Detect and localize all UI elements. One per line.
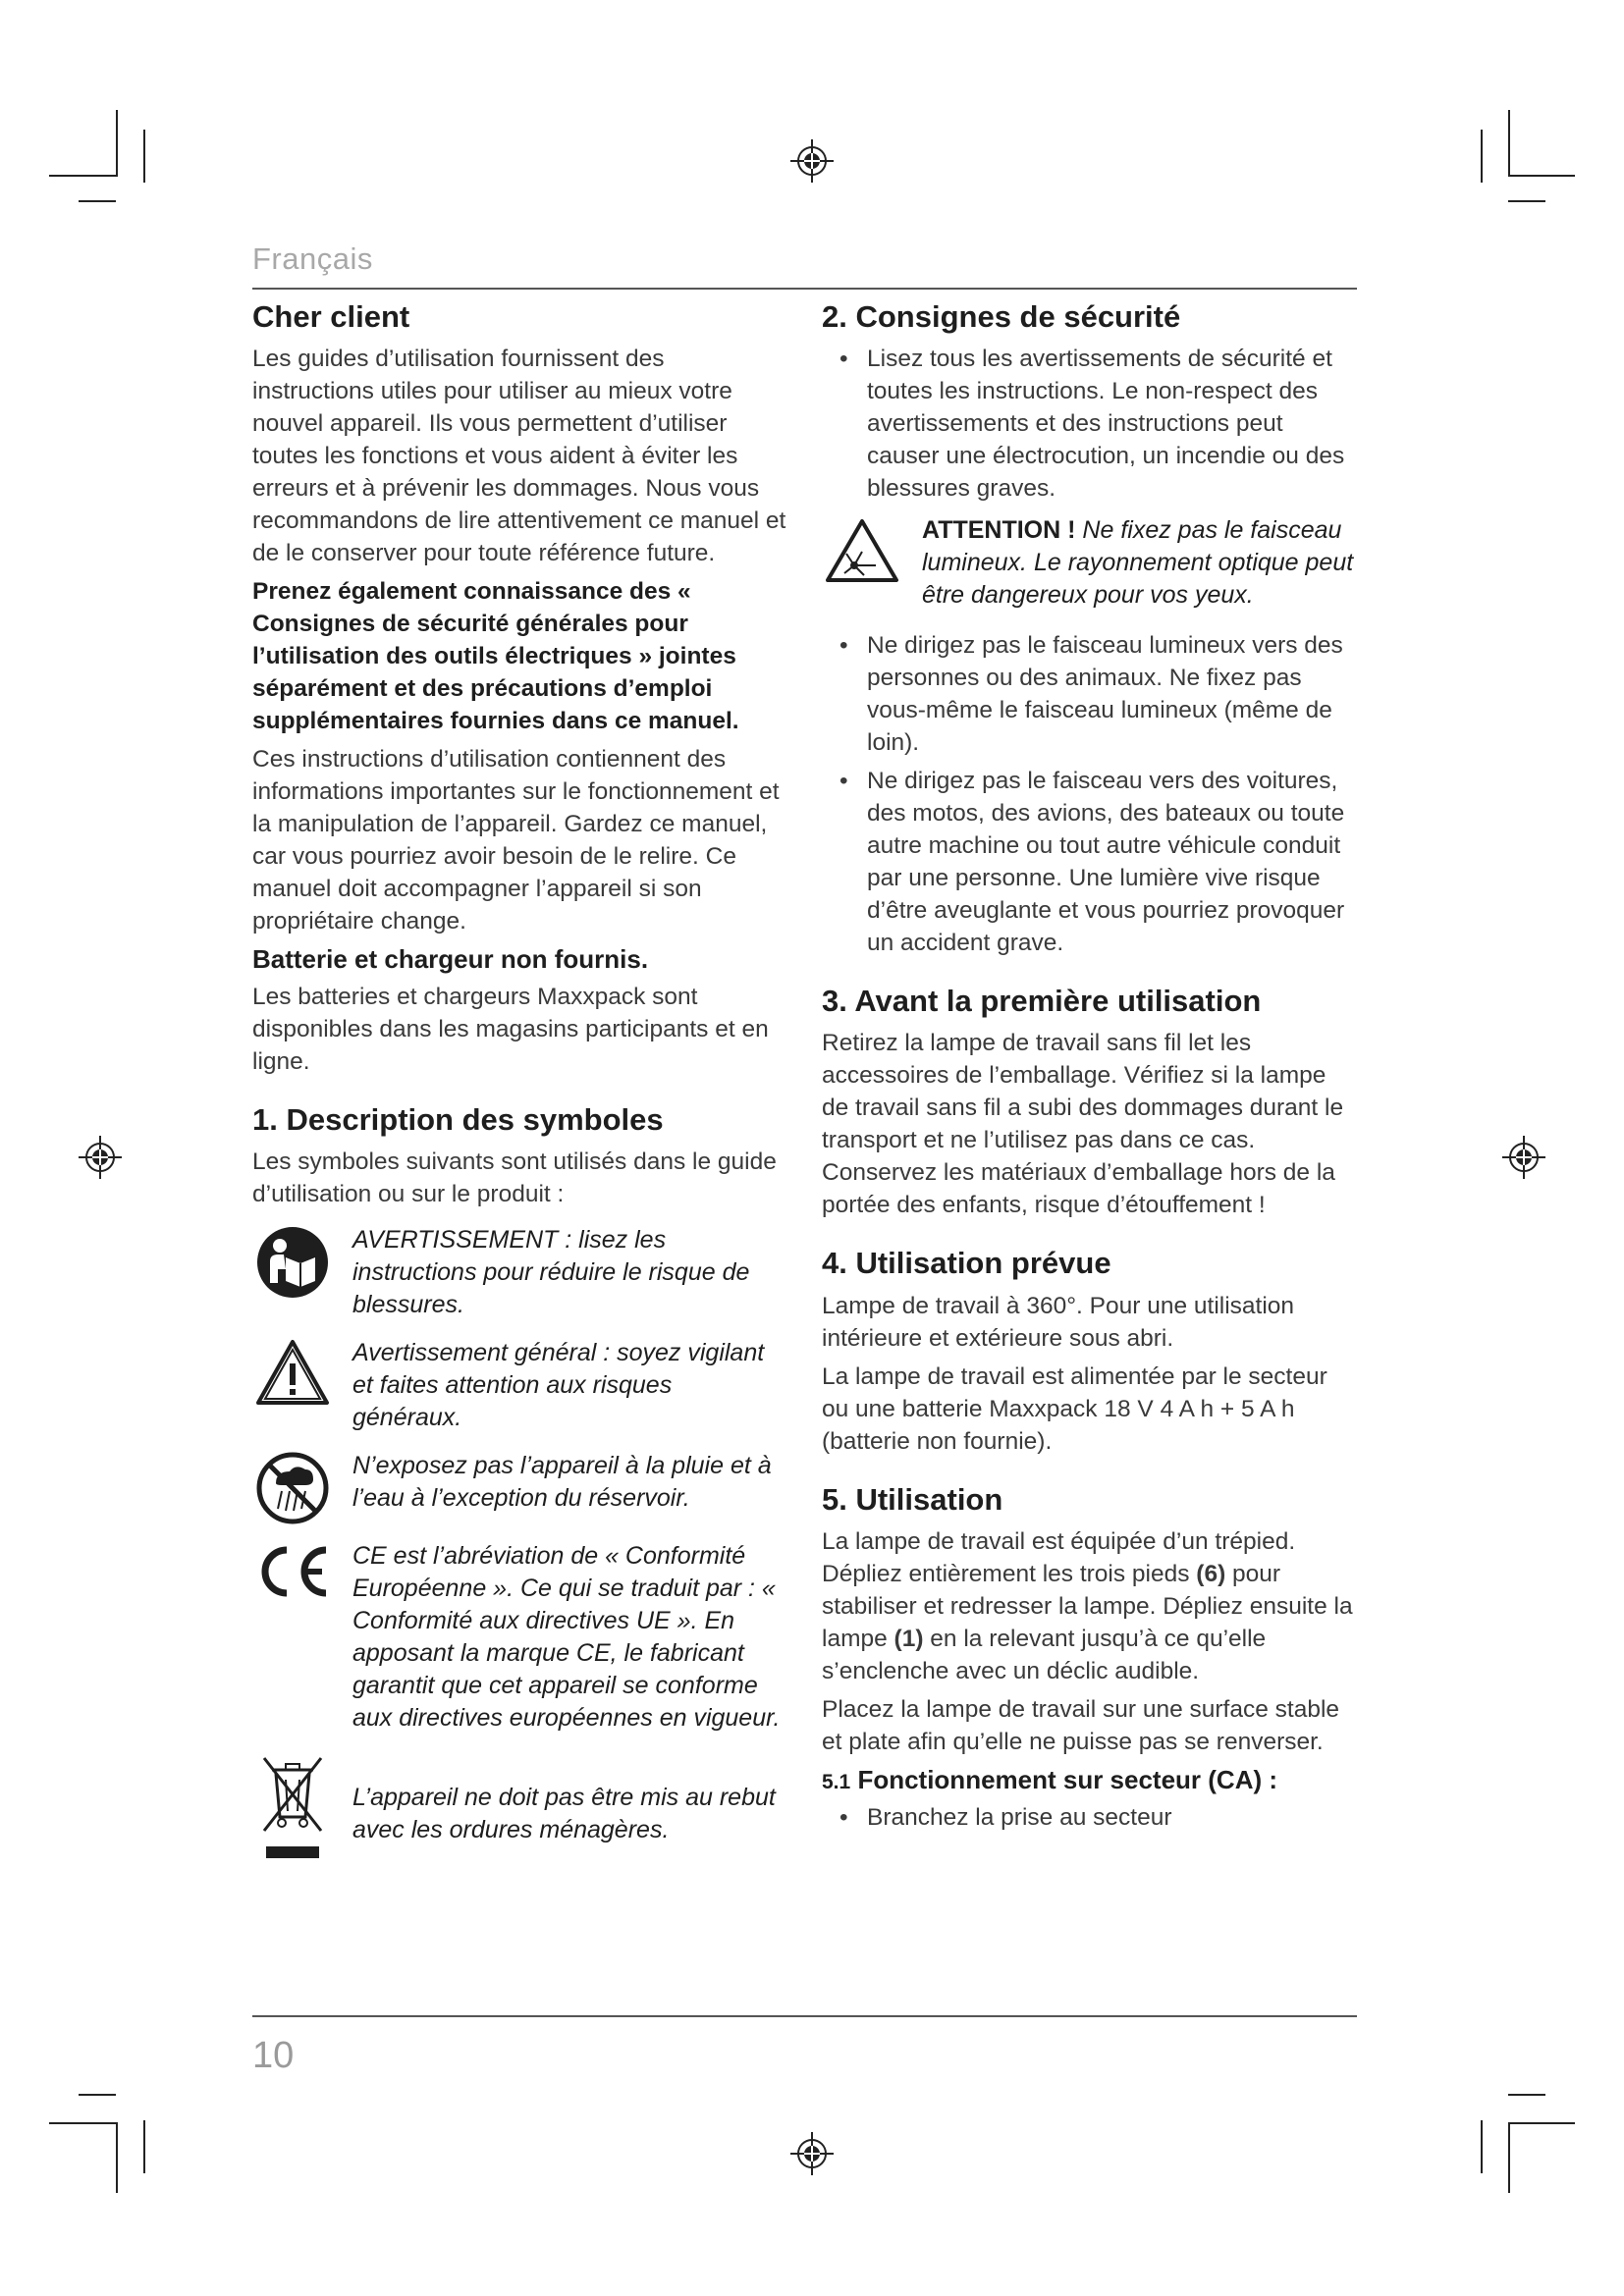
safety-title: 2. Consignes de sécurité (822, 299, 1181, 334)
intended-use-section (822, 1245, 1357, 1457)
symbols-title: 1. Description des symboles (252, 1101, 664, 1137)
symbol-row (252, 1750, 787, 1862)
battery-paragraph: Les batteries et chargeurs Maxxpack sont disponibles dans les magasins participants et en ligne. (252, 983, 769, 1075)
mains-list (822, 1801, 1357, 1834)
battery-title: Batterie et chargeur non fournis. (252, 944, 649, 975)
symbol-text: AVERTISSEMENT : lisez les instructions pour réduire le risque de blessures. (352, 1226, 750, 1319)
before-first-use-section (822, 983, 1357, 1221)
safety-list (822, 343, 1357, 505)
laser-warning-icon (825, 518, 899, 583)
left-column (252, 298, 787, 1878)
symbol-row (252, 1540, 787, 1735)
list-item: • Ne dirigez pas le faisceau lumineux vers des personnes ou des animaux. Ne fixez pas vous-même le faisceau lumineux (même de loin). (839, 632, 1343, 757)
language-label: Français (252, 241, 373, 276)
right-column (822, 298, 1357, 1840)
page-number: 10 (252, 2035, 295, 2076)
attention-label: ATTENTION ! (922, 516, 1076, 545)
registration-mark-icon (1502, 1136, 1545, 1179)
symbols-intro: Les symboles suivants sont utilisés dans le guide d’utilisation ou sur le produit : (252, 1148, 777, 1208)
warning-triangle-icon (255, 1339, 330, 1406)
symbol-row (252, 1224, 787, 1321)
symbol-text: L’appareil ne doit pas être mis au rebut avec les ordures ménagères. (352, 1784, 776, 1844)
before-paragraph: Retirez la lampe de travail sans fil let les accessoires de l’emballage. Vérifiez si la lampe de travail sans fil a subi des dommages durant le transport et ne l’utilisez pas dans ce cas. Conservez les matériaux d’emballage hors de la portée des enfants, risque d’étouffement ! (822, 1030, 1344, 1219)
intro-paragraph: Les guides d’utilisation fournissent des instructions utiles pour utiliser au mieux votre nouvel appareil. Ils vous permettent d’utiliser toutes les fonctions et vous aident à éviter les erreurs et à prévenir les dommages. Nous vous recommandons de lire attentivement ce manuel et de le conserver pour toute référence future. (252, 346, 786, 567)
list-item: • Lisez tous les avertissements de sécurité et toutes les instructions. Le non-respect des avertissements et des instructions peut causer une électrocution, un incendie ou des blessures graves. (839, 346, 1345, 503)
intro-paragraph-2: Ces instructions d’utilisation contiennent des informations importantes sur le fonctionnement et la manipulation de l’appareil. Gardez ce manuel, car vous pourriez avoir besoin de le relire. Ce manuel doit accompagner l’appareil si son propriétaire change. (252, 746, 780, 935)
mains-subtitle: 5.1 Fonctionnement sur secteur (CA) : (822, 1764, 1278, 1794)
symbol-row (252, 1450, 787, 1524)
attention-text: Ne fixez pas le faisceau lumineux. Le rayonnement optique peut être dangereux pour vos yeux. (922, 516, 1354, 610)
read-manual-icon (256, 1226, 329, 1299)
operation-paragraph: La lampe de travail est équipée d’un trépied. Dépliez entièrement les trois pieds (6) pour stabiliser et redresser la lampe. Dépliez ensuite la lampe (1) en la relevant jusqu’à ce qu’elle s’enclenche avec un déclic audible. (822, 1527, 1353, 1684)
crossed-bin-icon (258, 1752, 327, 1862)
ce-mark-icon (253, 1542, 332, 1601)
intro-bold-notice: Prenez également connaissance des « Consignes de sécurité générales pour l’utilisation des outils électriques » jointes séparément et des précautions d’emploi supplémentaires fournies dans ce manuel. (252, 578, 739, 735)
list-item: • Ne dirigez pas le faisceau vers des voitures, des motos, des avions, des bateaux ou toute autre machine ou tout autre véhicule conduit par une personne. Une lumière vive risque d’être aveuglante et vous pourriez provoquer un accident grave. (839, 768, 1345, 957)
safety-list (822, 629, 1357, 959)
attention-notice (822, 514, 1357, 612)
no-rain-icon (256, 1452, 329, 1524)
registration-mark-icon (790, 2132, 834, 2175)
use-title: 4. Utilisation prévue (822, 1246, 1111, 1281)
operation-paragraph-2: Placez la lampe de travail sur une surface stable et plate afin qu’elle ne puisse pas se renverser. (822, 1695, 1340, 1755)
footer-rule (252, 2015, 1357, 2017)
operation-section (822, 1481, 1357, 1834)
operation-title: 5. Utilisation (822, 1481, 1003, 1517)
use-paragraph: Lampe de travail à 360°. Pour une utilisation intérieure et extérieure sous abri. (822, 1292, 1295, 1352)
symbol-text: CE est l’abréviation de « Conformité Européenne ». Ce qui se traduit par : « Conformité aux directives UE ». En apposant la marque CE, le fabricant garantit que cet appareil se conforme aux directives européennes en vigueur. (352, 1542, 781, 1733)
use-paragraph-2: La lampe de travail est alimentée par le secteur ou une batterie Maxxpack 18 V 4 A h + 5 A h (batterie non fournie). (822, 1362, 1327, 1455)
list-item: • Branchez la prise au secteur (839, 1803, 1172, 1831)
header-rule (252, 288, 1357, 290)
intro-title: Cher client (252, 299, 410, 334)
symbol-row (252, 1337, 787, 1434)
before-title: 3. Avant la première utilisation (822, 984, 1262, 1019)
registration-mark-icon (790, 139, 834, 183)
registration-mark-icon (79, 1136, 122, 1179)
symbol-text: N’exposez pas l’appareil à la pluie et à l’eau à l’exception du réservoir. (352, 1452, 772, 1513)
symbol-text: Avertissement général : soyez vigilant et faites attention aux risques généraux. (352, 1339, 765, 1432)
symbols-section (252, 1101, 787, 1862)
